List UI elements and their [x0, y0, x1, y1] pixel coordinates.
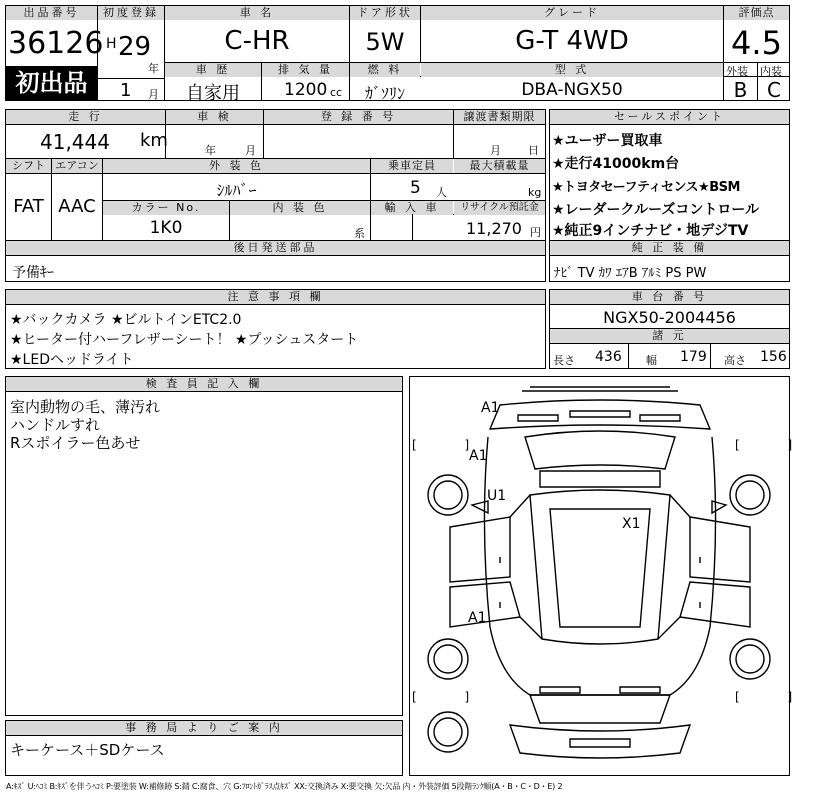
color-number: 1K0 — [149, 218, 183, 238]
notes-label: 注 意 事 項 欄 — [6, 290, 545, 304]
inspector-label: 検 査 員 記 入 欄 — [6, 377, 402, 391]
length: 436 — [595, 349, 622, 365]
sales-points-label: セールスポイント — [550, 110, 789, 124]
damage-mark-1: A1 — [481, 400, 500, 416]
ac-label: エアコン — [52, 159, 102, 173]
recycle-label: リサイクル預託金 — [454, 201, 545, 215]
legend: A:ｷｽﾞ U:ﾍｺﾐ B:ｷｽﾞを伴うﾍｺﾐ P:要塗装 W:補修跡 S:錆 C:腐食、穴 G:ﾌﾛﾝﾄｶﾞﾗｽ点ｷｽﾞ XX:交換済み X:要交換 欠:欠品 内・外装評価 5段階ﾗﾝｸ順(A・B・C・D・E) 2 — [6, 782, 563, 791]
inspector-line-3: Rスポイラー色あせ — [10, 434, 141, 452]
month-unit: 月 — [148, 88, 159, 101]
lot-label: 出品番号 — [6, 6, 97, 20]
sales-point-3: ★トヨタセーフティセンス★BSM — [552, 180, 740, 195]
interior-color-unit: 系 — [354, 227, 365, 240]
inspector-line-1: 室内動物の毛、薄汚れ — [10, 398, 161, 416]
exterior-grade: B — [733, 78, 748, 102]
bracket-4: [ ] — [735, 690, 814, 704]
displacement-label: 排 気 量 — [262, 63, 349, 77]
width: 179 — [680, 349, 707, 365]
damage-mark-2: A1 — [469, 448, 488, 464]
sales-point-5: ★純正9インチナビ・地デジTV — [552, 223, 749, 239]
note-line-3: ★LEDヘッドライト — [10, 352, 134, 368]
color-no-label: カラー No. — [103, 201, 229, 215]
shift-label: シフト — [6, 159, 51, 173]
year-unit: 年 — [148, 62, 159, 75]
capacity-unit: 人 — [436, 186, 447, 199]
inspection-year-unit: 年 — [205, 144, 216, 157]
fuel-label: 燃 料 — [350, 63, 420, 77]
capacity-label: 乗車定員 — [371, 159, 453, 173]
transfer-label: 譲渡書類期限 — [454, 110, 545, 124]
car-history: 自家用 — [186, 83, 240, 104]
bracket-2: [ ] — [735, 438, 814, 452]
displacement-unit: cc — [330, 86, 343, 99]
first-listing-badge: 初出品 — [6, 66, 97, 100]
damage-mark-3: U1 — [487, 488, 507, 504]
interior-label: 内装 — [760, 65, 782, 78]
grade-label: グレード — [421, 6, 723, 20]
history-label: 車 歴 — [165, 63, 261, 77]
recycle-fee: 11,270 — [466, 219, 522, 238]
import-label: 輸 入 車 — [371, 201, 453, 215]
recycle-unit: 円 — [530, 226, 541, 239]
reg-year: 29 — [118, 32, 152, 62]
later-parts: 予備ｷｰ — [12, 265, 54, 281]
damage-mark-5: A1 — [468, 610, 487, 626]
note-line-1: ★バックカメラ ★ビルトインETC2.0 — [10, 312, 242, 328]
first-reg-label: 初度登録 — [98, 6, 164, 20]
mileage-unit: km — [140, 130, 168, 151]
inspection-month-unit: 月 — [245, 144, 256, 157]
transfer-month-unit: 月 — [490, 144, 501, 157]
reg-no-label: 登 録 番 号 — [264, 110, 453, 124]
inspector-line-2: ハンドルすれ — [10, 416, 101, 434]
car-outline — [410, 377, 789, 775]
interior-color-label: 内 装 色 — [230, 201, 370, 215]
displacement: 1200 — [284, 80, 328, 100]
chassis-number: NGX50-2004456 — [603, 308, 736, 327]
later-parts-label: 後日発送部品 — [6, 241, 545, 255]
grade: G-T 4WD — [515, 26, 629, 56]
model-code: DBA-NGX50 — [521, 80, 623, 100]
office-note: キーケース＋SDケース — [10, 741, 165, 759]
chassis-label: 車 台 番 号 — [550, 290, 789, 304]
bracket-1: [ ] — [412, 438, 492, 452]
car-name: C-HR — [224, 26, 290, 56]
dims-label: 諸 元 — [550, 329, 789, 343]
exterior-label: 外装 — [726, 65, 748, 78]
shift: FAT — [13, 196, 44, 217]
fuel: ｶﾞｿﾘﾝ — [364, 84, 405, 103]
transfer-day-unit: 日 — [528, 144, 539, 157]
inspection-label: 車 検 — [166, 110, 263, 124]
office-label: 事 務 局 よ り ご 案 内 — [6, 721, 402, 735]
note-line-2: ★ヒーター付ハーフレザーシート！ ★プッシュスタート — [10, 332, 359, 348]
bracket-3: [ ] — [412, 690, 492, 704]
sales-point-1: ★ユーザー買取車 — [552, 133, 663, 149]
load-label: 最大積載量 — [454, 159, 545, 173]
mileage: 41,444 — [40, 130, 110, 154]
load-unit: kg — [528, 186, 542, 199]
lot-number: 36126 — [8, 26, 104, 61]
width-label: 幅 — [646, 354, 657, 367]
reg-month: 1 — [120, 80, 132, 101]
air-conditioner: AAC — [58, 196, 96, 217]
height-label: 高さ — [724, 354, 746, 367]
mileage-label: 走 行 — [6, 110, 165, 124]
length-label: 長さ — [553, 354, 575, 367]
interior-grade: C — [767, 78, 781, 102]
exterior-color: ｼﾙﾊﾞｰ — [216, 181, 257, 200]
color-label: 外 装 色 — [103, 159, 370, 173]
capacity: 5 — [410, 178, 421, 198]
damage-mark-4: X1 — [622, 516, 641, 532]
equipment-list: ﾅﾋﾞ TV ｶﾜ ｴｱB ｱﾙﾐ PS PW — [554, 266, 707, 281]
sales-point-4: ★レーダークルーズコントロール — [552, 202, 760, 218]
score-label: 評価点 — [724, 6, 789, 20]
door-label: ドア形状 — [350, 6, 420, 20]
door-type: 5W — [365, 28, 405, 56]
era: H — [106, 36, 117, 52]
overall-score: 4.5 — [731, 24, 782, 62]
car-name-label: 車 名 — [165, 6, 349, 20]
model-label: 型 式 — [421, 63, 723, 77]
sales-point-2: ★走行41000km台 — [552, 156, 680, 172]
height: 156 — [760, 349, 787, 365]
equipment-label: 純 正 装 備 — [550, 241, 789, 255]
